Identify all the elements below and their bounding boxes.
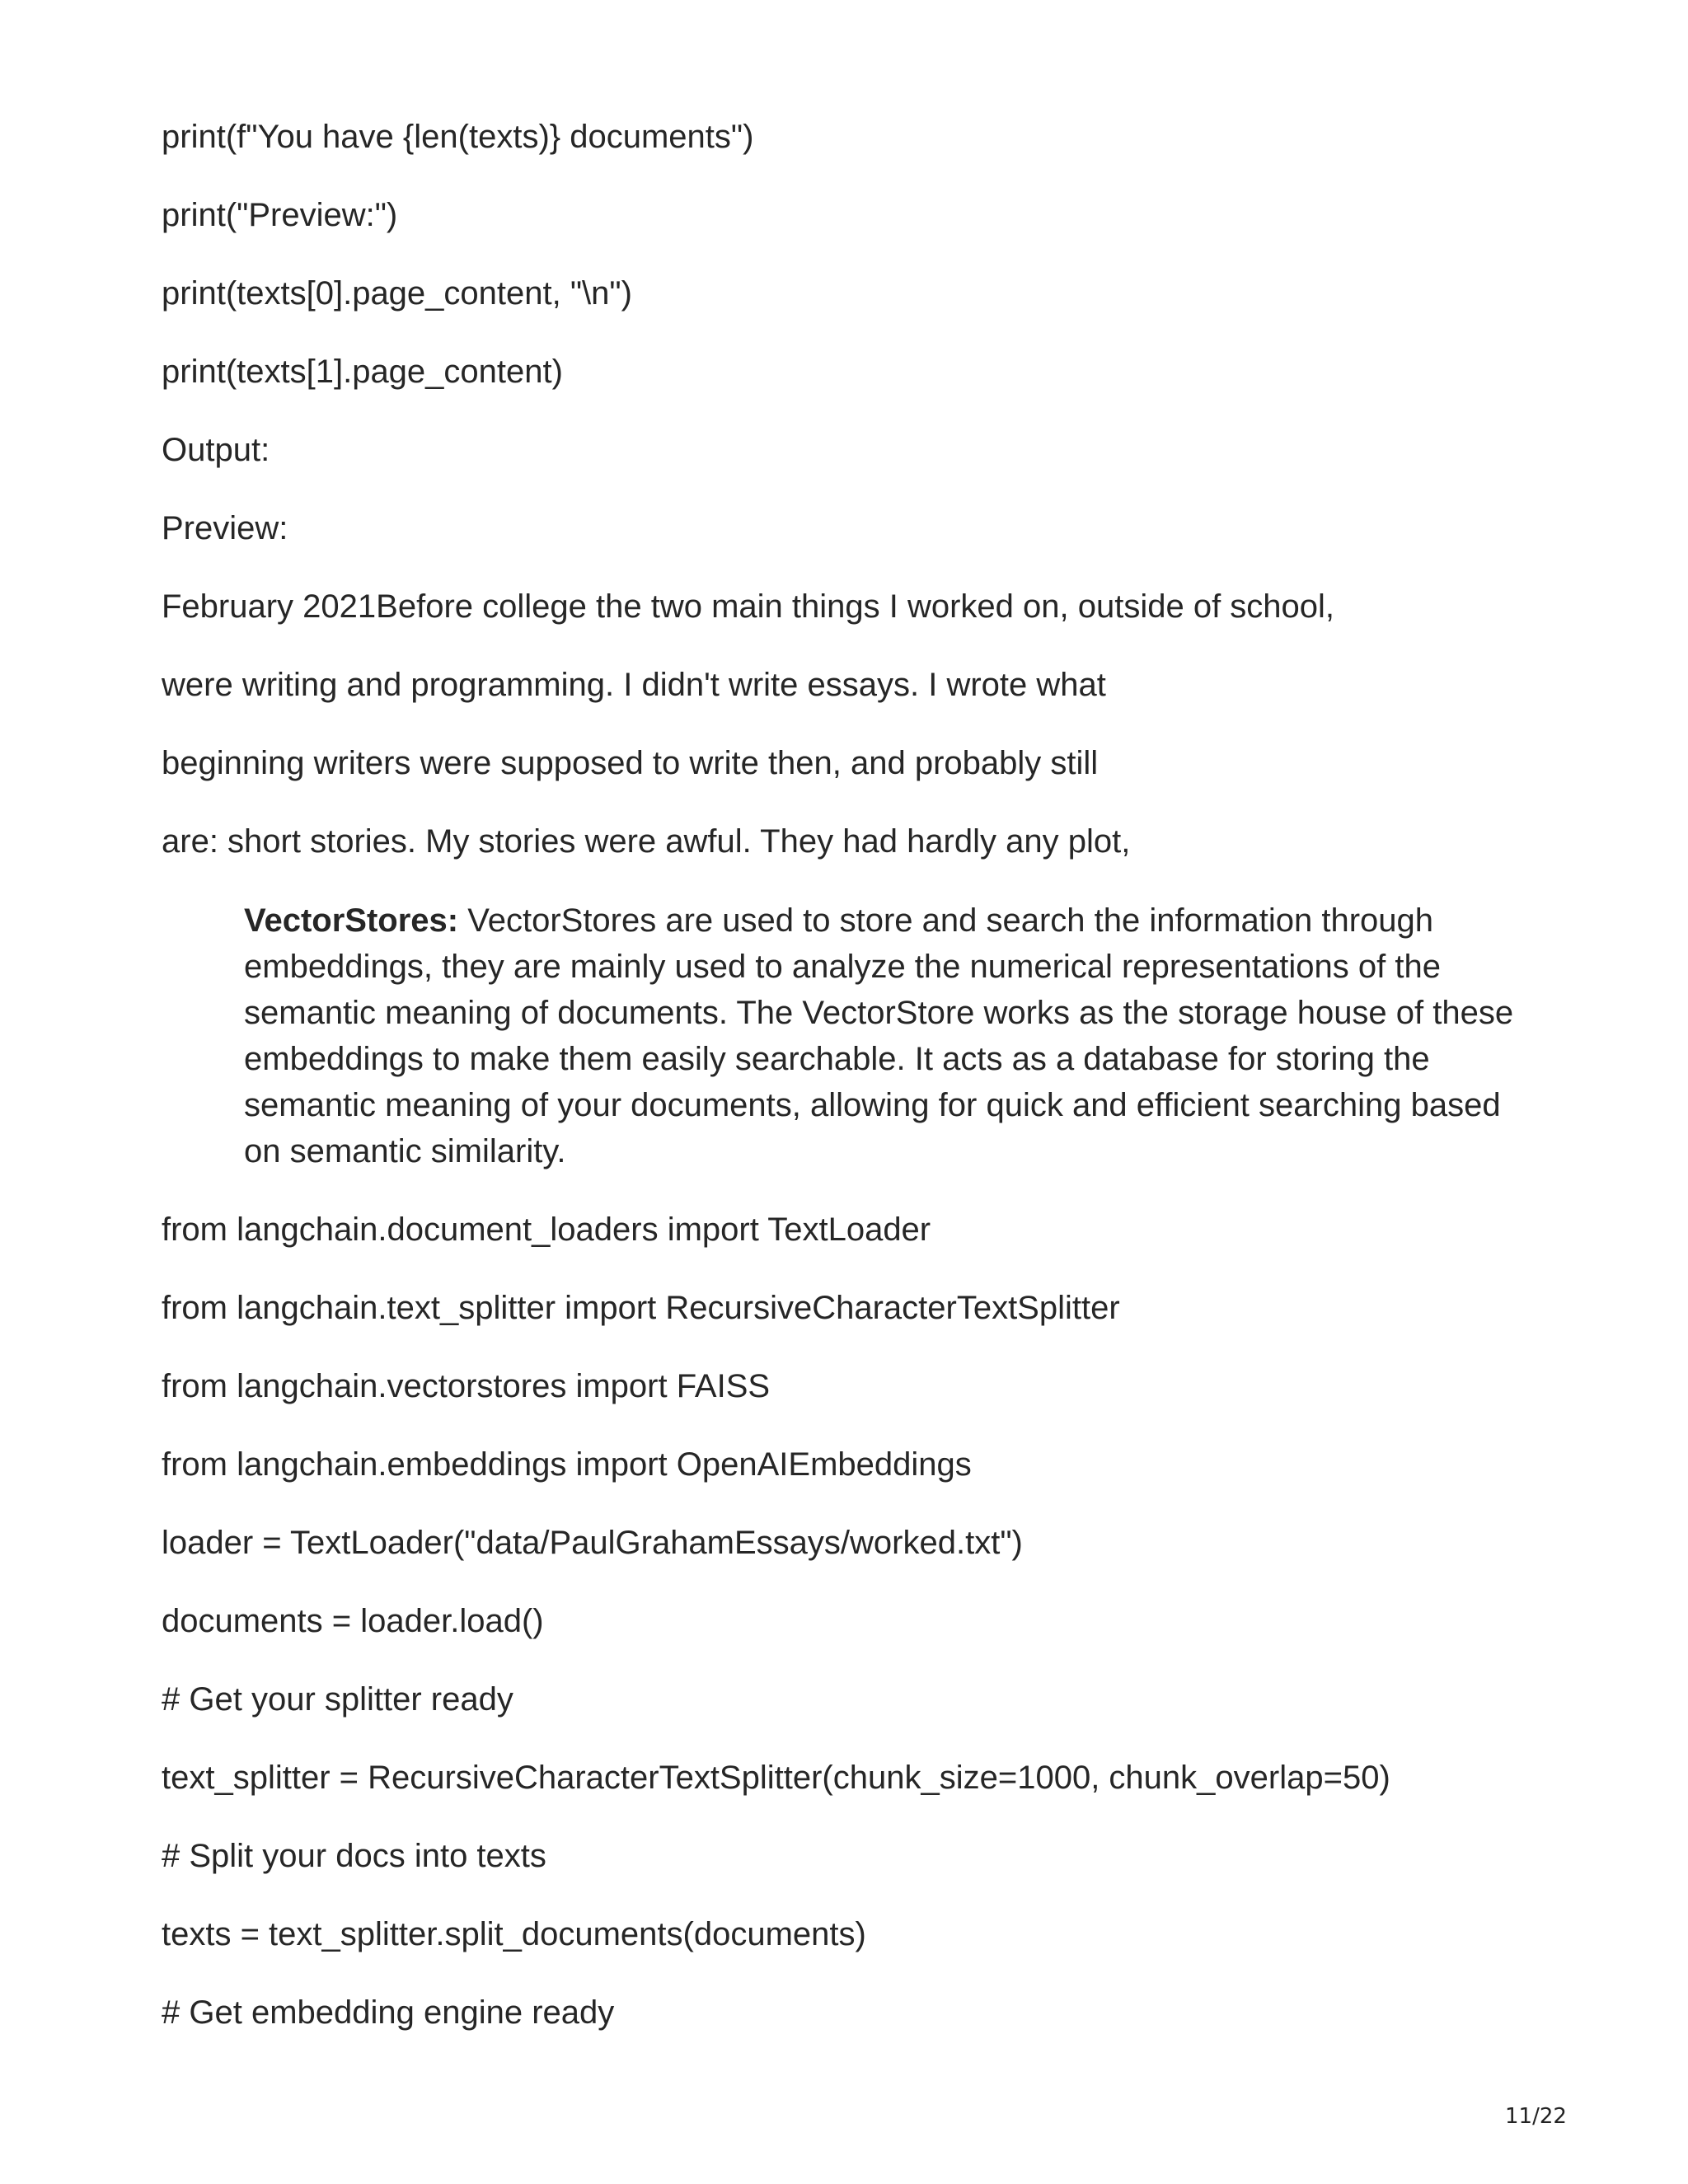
code-line: print("Preview:") (162, 197, 398, 233)
code-line: from langchain.embeddings import OpenAIEmbeddings (162, 1446, 972, 1483)
callout-term: VectorStores: (244, 902, 459, 939)
code-comment: # Get your splitter ready (162, 1681, 513, 1718)
code-line: loader = TextLoader("data/PaulGrahamEssays/worked.txt") (162, 1525, 1023, 1561)
preview-text-line: February 2021Before college the two main things I worked on, outside of school, (162, 588, 1335, 625)
code-line: documents = loader.load() (162, 1603, 544, 1639)
code-comment: # Get embedding engine ready (162, 1994, 615, 2031)
code-line: print(texts[1].page_content) (162, 354, 563, 390)
code-line: from langchain.vectorstores import FAISS (162, 1368, 771, 1404)
code-line: from langchain.text_splitter import RecursiveCharacterTextSplitter (162, 1290, 1120, 1326)
preview-text-line: are: short stories. My stories were awful. They had hardly any plot, (162, 823, 1131, 860)
code-line: texts = text_splitter.split_documents(documents) (162, 1916, 866, 1952)
preview-text-line: were writing and programming. I didn't write essays. I wrote what (162, 667, 1106, 703)
vectorstores-callout (244, 898, 1530, 1174)
code-comment: # Split your docs into texts (162, 1838, 546, 1874)
code-line: text_splitter = RecursiveCharacterTextSplitter(chunk_size=1000, chunk_overlap=50) (162, 1760, 1390, 1796)
code-line: print(texts[0].page_content, "\n") (162, 275, 632, 312)
output-label: Output: (162, 432, 270, 468)
callout-body: VectorStores are used to store and search the information through embeddings, they are mainly used to analyze the numerical representations of the semantic meaning of documents. The VectorStore works as the storage house of these embeddings to make them easily searchable. It acts as a database for storing the semantic meaning of your documents, allowing for quick and efficient searching based on semantic similarity. (244, 902, 1514, 1169)
page-number: 11/22 (1505, 2104, 1567, 2129)
code-line: from langchain.document_loaders import TextLoader (162, 1212, 931, 1248)
preview-text-line: beginning writers were supposed to write then, and probably still (162, 745, 1099, 781)
code-line: print(f"You have {len(texts)} documents") (162, 119, 754, 155)
preview-label: Preview: (162, 510, 288, 546)
